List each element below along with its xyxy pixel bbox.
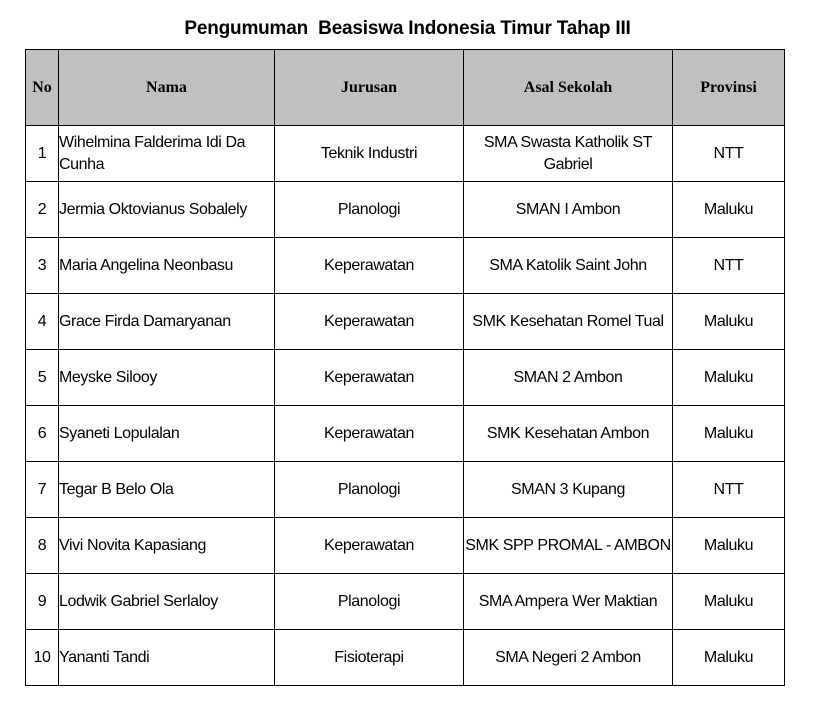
cell-nama: Grace Firda Damaryanan bbox=[59, 294, 275, 350]
cell-jurusan: Keperawatan bbox=[275, 350, 464, 406]
table-row bbox=[26, 294, 785, 350]
cell-nama: Lodwik Gabriel Serlaloy bbox=[59, 574, 275, 630]
cell-jurusan: Keperawatan bbox=[275, 406, 464, 462]
cell-nama: Meyske Silooy bbox=[59, 350, 275, 406]
cell-jurusan: Keperawatan bbox=[275, 518, 464, 574]
header-jurusan: Jurusan bbox=[275, 50, 464, 126]
cell-no: 10 bbox=[26, 630, 59, 686]
cell-no: 4 bbox=[26, 294, 59, 350]
cell-provinsi: NTT bbox=[673, 462, 785, 518]
cell-provinsi: NTT bbox=[673, 238, 785, 294]
table-row bbox=[26, 462, 785, 518]
cell-no: 9 bbox=[26, 574, 59, 630]
cell-no: 5 bbox=[26, 350, 59, 406]
cell-jurusan: Fisioterapi bbox=[275, 630, 464, 686]
cell-provinsi: Maluku bbox=[673, 518, 785, 574]
cell-nama: Vivi Novita Kapasiang bbox=[59, 518, 275, 574]
table-row bbox=[26, 518, 785, 574]
table-header-row bbox=[26, 50, 785, 126]
cell-asal-sekolah: SMK SPP PROMAL - AMBON bbox=[464, 518, 673, 574]
table-row bbox=[26, 350, 785, 406]
cell-provinsi: Maluku bbox=[673, 574, 785, 630]
cell-jurusan: Planologi bbox=[275, 574, 464, 630]
table-row bbox=[26, 238, 785, 294]
table-row bbox=[26, 406, 785, 462]
cell-nama: Syaneti Lopulalan bbox=[59, 406, 275, 462]
header-provinsi: Provinsi bbox=[673, 50, 785, 126]
header-nama: Nama bbox=[59, 50, 275, 126]
cell-asal-sekolah: SMA Ampera Wer Maktian bbox=[464, 574, 673, 630]
cell-asal-sekolah: SMAN 2 Ambon bbox=[464, 350, 673, 406]
cell-nama: Wihelmina Falderima Idi Da Cunha bbox=[59, 126, 275, 182]
cell-no: 6 bbox=[26, 406, 59, 462]
scholarship-table bbox=[25, 49, 785, 686]
document-title: Pengumuman Beasiswa Indonesia Timur Tahap III bbox=[184, 18, 631, 39]
table-row bbox=[26, 630, 785, 686]
cell-asal-sekolah: SMA Negeri 2 Ambon bbox=[464, 630, 673, 686]
cell-nama: Tegar B Belo Ola bbox=[59, 462, 275, 518]
cell-jurusan: Keperawatan bbox=[275, 238, 464, 294]
header-no: No bbox=[26, 50, 59, 126]
cell-provinsi: NTT bbox=[673, 126, 785, 182]
table-row bbox=[26, 182, 785, 238]
cell-provinsi: Maluku bbox=[673, 182, 785, 238]
cell-provinsi: Maluku bbox=[673, 630, 785, 686]
cell-nama: Jermia Oktovianus Sobalely bbox=[59, 182, 275, 238]
cell-jurusan: Planologi bbox=[275, 462, 464, 518]
header-asal-sekolah: Asal Sekolah bbox=[464, 50, 673, 126]
cell-no: 1 bbox=[26, 126, 59, 182]
cell-nama: Yananti Tandi bbox=[59, 630, 275, 686]
cell-no: 8 bbox=[26, 518, 59, 574]
cell-provinsi: Maluku bbox=[673, 294, 785, 350]
cell-nama: Maria Angelina Neonbasu bbox=[59, 238, 275, 294]
table-row bbox=[26, 574, 785, 630]
cell-provinsi: Maluku bbox=[673, 350, 785, 406]
cell-jurusan: Teknik Industri bbox=[275, 126, 464, 182]
cell-jurusan: Keperawatan bbox=[275, 294, 464, 350]
cell-asal-sekolah: SMAN 3 Kupang bbox=[464, 462, 673, 518]
cell-no: 3 bbox=[26, 238, 59, 294]
cell-no: 2 bbox=[26, 182, 59, 238]
cell-asal-sekolah: SMAN I Ambon bbox=[464, 182, 673, 238]
cell-provinsi: Maluku bbox=[673, 406, 785, 462]
cell-asal-sekolah: SMK Kesehatan Ambon bbox=[464, 406, 673, 462]
cell-asal-sekolah: SMK Kesehatan Romel Tual bbox=[464, 294, 673, 350]
cell-jurusan: Planologi bbox=[275, 182, 464, 238]
table-row bbox=[26, 126, 785, 182]
cell-no: 7 bbox=[26, 462, 59, 518]
cell-asal-sekolah: SMA Katolik Saint John bbox=[464, 238, 673, 294]
cell-asal-sekolah: SMA Swasta Katholik ST Gabriel bbox=[464, 126, 673, 182]
